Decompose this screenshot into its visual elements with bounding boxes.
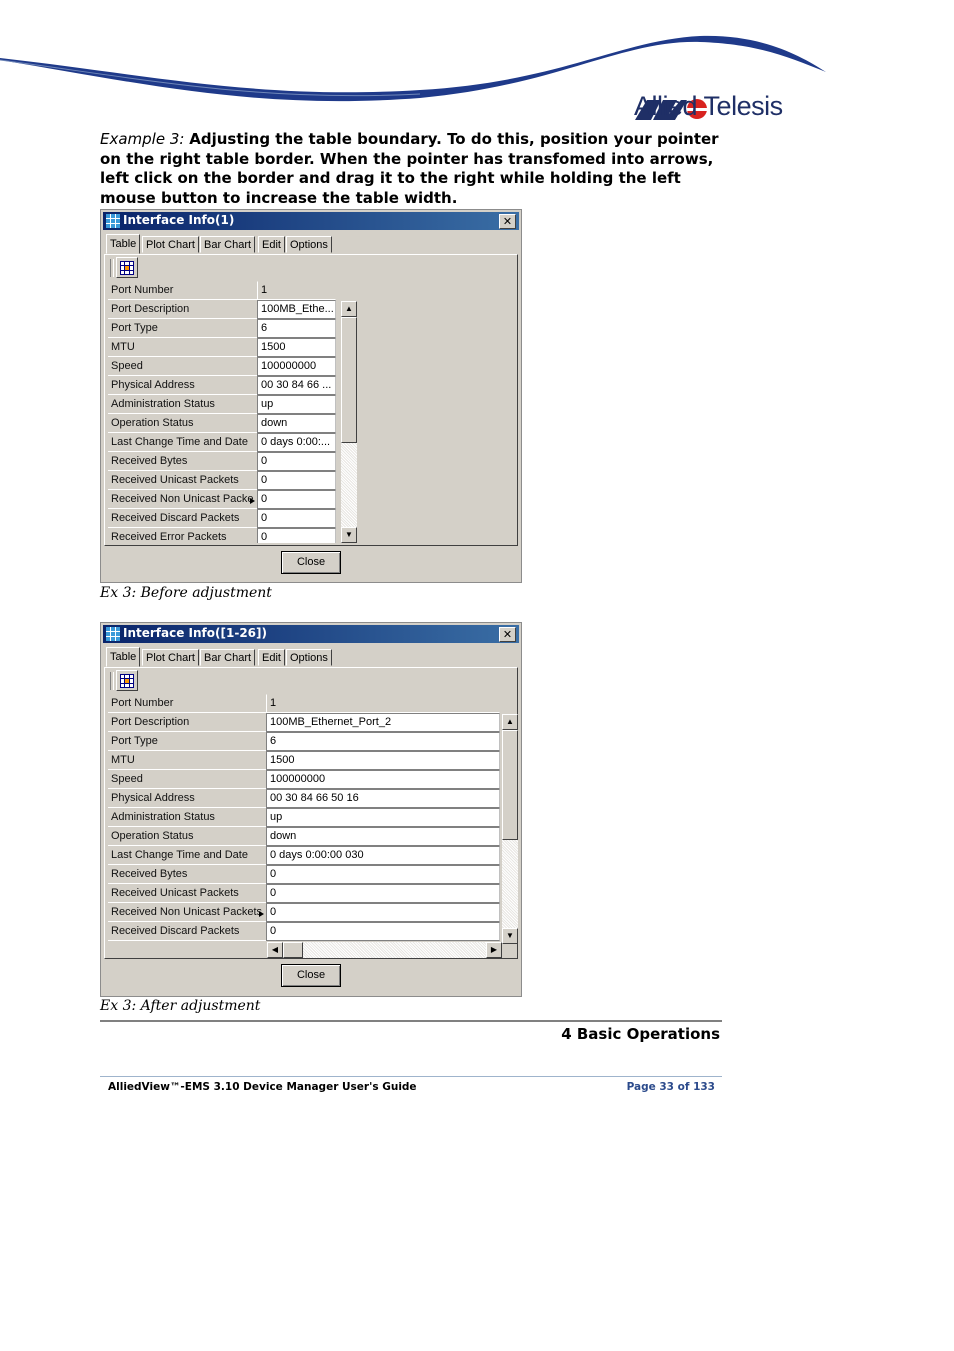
interface-info-window-after: [100, 622, 522, 997]
footer-divider: [100, 1076, 722, 1077]
caption-after: Ex 3: After adjustment: [100, 998, 261, 1014]
close-button[interactable]: Close: [281, 964, 341, 987]
row-value[interactable]: 100MB_Ethe...: [257, 300, 336, 319]
row-label: Received Error Packets: [108, 528, 257, 543]
row-value[interactable]: 0: [266, 922, 500, 941]
row-value[interactable]: 0 days 0:00:00 030: [266, 846, 500, 865]
grid-icon: [106, 627, 120, 641]
row-label: Port Type: [108, 732, 266, 751]
tab-options[interactable]: Options: [286, 649, 332, 666]
table-panel: [104, 667, 518, 959]
row-value[interactable]: down: [266, 827, 500, 846]
row-value[interactable]: 0: [257, 528, 336, 543]
row-label: Speed: [108, 357, 257, 376]
row-label: Port Description: [108, 300, 257, 319]
row-value[interactable]: 6: [266, 732, 500, 751]
row-label: Operation Status: [108, 827, 266, 846]
logo-text: Allied Telesis: [634, 91, 783, 121]
footer-page-number: Page 33 of 133: [626, 1081, 715, 1093]
row-label: Port Description: [108, 713, 266, 732]
tab-table[interactable]: Table: [106, 647, 140, 667]
row-value[interactable]: 1: [257, 281, 336, 300]
row-value[interactable]: 0: [257, 509, 336, 528]
row-label: Port Number: [108, 694, 266, 713]
row-label: Received Unicast Packets: [108, 471, 257, 490]
row-label: Speed: [108, 770, 266, 789]
window-close-button[interactable]: ✕: [499, 214, 516, 229]
section-title: 4 Basic Operations: [561, 1025, 720, 1043]
row-value[interactable]: 0: [257, 452, 336, 471]
row-label: Received Discard Packets: [108, 922, 266, 941]
row-label: Received Bytes: [108, 452, 257, 471]
row-value[interactable]: 0: [257, 490, 336, 509]
table-view-icon: [120, 261, 134, 275]
window-titlebar[interactable]: [103, 212, 519, 230]
header-swoosh-decoration: [0, 30, 954, 110]
scroll-thumb[interactable]: [341, 317, 357, 443]
row-value[interactable]: 100MB_Ethernet_Port_2: [266, 713, 500, 732]
vertical-scrollbar[interactable]: [341, 301, 357, 543]
row-label: Port Number: [108, 281, 257, 300]
row-label: Administration Status: [108, 395, 257, 414]
row-value[interactable]: up: [257, 395, 336, 414]
window-title: Interface Info([1-26]): [123, 626, 267, 640]
row-label: Physical Address: [108, 789, 266, 808]
scroll-up-icon[interactable]: ▲: [341, 301, 357, 317]
row-value[interactable]: 1: [266, 694, 500, 713]
toolbar-separator: [110, 259, 114, 277]
row-value[interactable]: 100000000: [266, 770, 500, 789]
caption-before: Ex 3: Before adjustment: [100, 585, 272, 601]
row-label: Last Change Time and Date: [108, 846, 266, 865]
window-title: Interface Info(1): [123, 213, 235, 227]
section-divider: [100, 1020, 722, 1022]
table-view-button[interactable]: [116, 257, 138, 278]
tab-bar-chart[interactable]: Bar Chart: [200, 236, 255, 253]
scroll-down-icon[interactable]: ▼: [502, 928, 518, 944]
tab-table[interactable]: Table: [106, 234, 140, 254]
row-value[interactable]: 00 30 84 66 50 16: [266, 789, 500, 808]
grid-icon: [106, 214, 120, 228]
table-panel: [104, 254, 518, 546]
row-label: Last Change Time and Date: [108, 433, 257, 452]
interface-info-window-before: [100, 209, 522, 583]
footer-guide-title: AlliedView™-EMS 3.10 Device Manager User's Guide: [108, 1081, 417, 1093]
horizontal-scrollbar[interactable]: [267, 942, 502, 958]
table-view-button[interactable]: [116, 670, 138, 691]
row-label: MTU: [108, 338, 257, 357]
row-value[interactable]: 1500: [266, 751, 500, 770]
horizontal-scroll-thumb[interactable]: [283, 942, 303, 958]
property-table: [108, 694, 504, 944]
scroll-thumb[interactable]: [502, 730, 518, 840]
intro-text: Adjusting the table boundary. To do this, position your pointer on the right table border. When the pointer has transfomed into arrows, left click on the border and drag it to the right while holding the left mouse button to increase the table width.: [100, 130, 719, 207]
row-value[interactable]: 0: [266, 865, 500, 884]
tab-edit[interactable]: Edit: [258, 649, 285, 666]
intro-lead: Example 3:: [100, 130, 185, 148]
pointer-cursor-icon: [259, 911, 264, 917]
row-label: Administration Status: [108, 808, 266, 827]
intro-paragraph: [100, 130, 725, 208]
tab-plot-chart[interactable]: Plot Chart: [142, 649, 199, 666]
row-value[interactable]: 0: [266, 884, 500, 903]
table-view-icon: [120, 674, 134, 688]
property-table: [108, 281, 358, 543]
row-label: Received Bytes: [108, 865, 266, 884]
scroll-right-icon[interactable]: ▶: [486, 942, 502, 958]
row-label: Received Unicast Packets: [108, 884, 266, 903]
row-value[interactable]: 00 30 84 66 ...: [257, 376, 336, 395]
tab-plot-chart[interactable]: Plot Chart: [142, 236, 199, 253]
row-label: Port Type: [108, 319, 257, 338]
close-button[interactable]: Close: [281, 551, 341, 574]
row-label: Received Non Unicast Packe: [108, 490, 257, 509]
row-value[interactable]: down: [257, 414, 336, 433]
scroll-left-icon[interactable]: ◀: [267, 942, 283, 958]
tab-options[interactable]: Options: [286, 236, 332, 253]
row-value[interactable]: up: [266, 808, 500, 827]
window-titlebar[interactable]: [103, 625, 519, 643]
row-label: MTU: [108, 751, 266, 770]
row-label: Received Discard Packets: [108, 509, 257, 528]
vertical-scrollbar[interactable]: [502, 714, 518, 944]
tab-edit[interactable]: Edit: [258, 236, 285, 253]
row-label: Received Non Unicast Packets: [108, 903, 266, 922]
row-label: Physical Address: [108, 376, 257, 395]
row-value[interactable]: 0: [266, 903, 500, 922]
row-value[interactable]: 6: [257, 319, 336, 338]
scroll-down-icon[interactable]: ▼: [341, 527, 357, 543]
row-value[interactable]: 100000000: [257, 357, 336, 376]
row-value[interactable]: 0 days 0:00:...: [257, 433, 336, 452]
window-close-button[interactable]: ✕: [499, 627, 516, 642]
row-value[interactable]: 1500: [257, 338, 336, 357]
tab-bar-chart[interactable]: Bar Chart: [200, 649, 255, 666]
scroll-up-icon[interactable]: ▲: [502, 714, 518, 730]
pointer-cursor-icon: [250, 498, 255, 504]
row-value[interactable]: 0: [257, 471, 336, 490]
row-label: Operation Status: [108, 414, 257, 433]
toolbar-separator: [110, 672, 114, 690]
